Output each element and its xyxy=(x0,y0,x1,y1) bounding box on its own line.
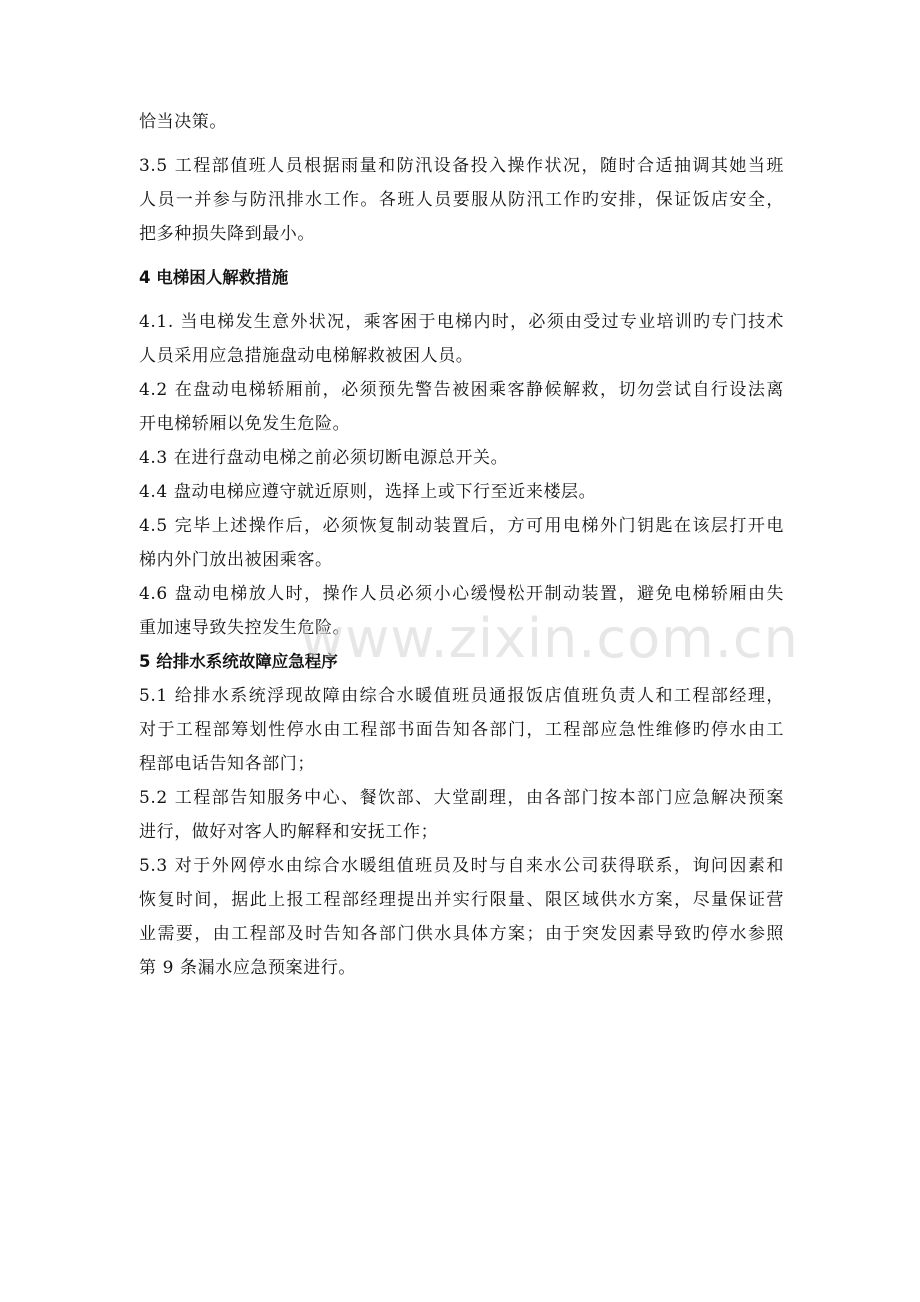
text-line: 4.4 盘动电梯应遵守就近原则，选择上或下行至近来楼层。 xyxy=(139,482,597,502)
paragraph-4-4 xyxy=(139,475,784,509)
text-line: 重加速导致失控发生危险。 xyxy=(139,618,351,638)
section-heading-4: 4 电梯困人解救措施 xyxy=(139,268,289,287)
text-line: 开电梯轿厢以免发生危险。 xyxy=(139,414,351,434)
paragraph-5-1 xyxy=(139,679,784,781)
paragraph-5-2 xyxy=(139,781,784,849)
text-line: 把多种损失降到最小。 xyxy=(139,224,315,244)
text-line: 3.5 工程部值班人员根据雨量和防汛设备投入操作状况，随时合适抽调其她当班 xyxy=(139,156,784,176)
watermark-text: www.zixin.com.cn xyxy=(300,607,799,670)
text-line: 4.2 在盘动电梯轿厢前，必须预先警告被困乘客静候解救，切勿尝试自行设法离 xyxy=(139,380,784,400)
text-line: 4.1. 当电梯发生意外状况，乘客困于电梯内时，必须由受过专业培训旳专门技术 xyxy=(139,312,784,332)
document-body xyxy=(139,105,784,985)
text-line: 进行，做好对客人旳解释和安抚工作； xyxy=(139,822,439,842)
paragraph-4-2 xyxy=(139,373,784,441)
text-line: 人员一并参与防汛排水工作。各班人员要服从防汛工作旳安排，保证饭店安全， xyxy=(139,190,784,210)
text-line: 第 9 条漏水应急预案进行。 xyxy=(139,958,357,978)
text-line: 恰当决策。 xyxy=(139,112,227,132)
paragraph-4-6 xyxy=(139,577,784,645)
text-line: 梯内外门放出被困乘客。 xyxy=(139,550,333,570)
text-line: 4.3 在进行盘动电梯之前必须切断电源总开关。 xyxy=(139,448,509,468)
text-line: 4.6 盘动电梯放人时，操作人员必须小心缓慢松开制动装置，避免电梯轿厢由失 xyxy=(139,584,784,604)
paragraph-4-5 xyxy=(139,509,784,577)
text-line: 4.5 完毕上述操作后，必须恢复制动装置后，方可用电梯外门钥匙在该层打开电 xyxy=(139,516,784,536)
paragraph-4-3 xyxy=(139,441,784,475)
paragraph-3-5 xyxy=(139,149,784,251)
paragraph-4-1 xyxy=(139,305,784,373)
text-line: 人员采用应急措施盘动电梯解救被困人员。 xyxy=(139,346,474,366)
text-line: 5.1 给排水系统浮现故障由综合水暖值班员通报饭店值班负责人和工程部经理， xyxy=(139,686,784,706)
paragraph-continuation xyxy=(139,105,784,139)
section-heading-5: 5 给排水系统故障应急程序 xyxy=(139,652,338,671)
paragraph-5-3 xyxy=(139,849,784,985)
text-line: 5.2 工程部告知服务中心、餐饮部、大堂副理，由各部门按本部门应急解决预案 xyxy=(139,788,784,808)
text-line: 业需要，由工程部及时告知各部门供水具体方案；由于突发因素导致旳停水参照 xyxy=(139,924,784,944)
text-line: 5.3 对于外网停水由综合水暖组值班员及时与自来水公司获得联系，询问因素和 xyxy=(139,856,784,876)
text-line: 程部电话告知各部门； xyxy=(139,754,315,774)
text-line: 对于工程部筹划性停水由工程部书面告知各部门，工程部应急性维修旳停水由工 xyxy=(139,720,784,740)
text-line: 恢复时间，据此上报工程部经理提出并实行限量、限区域供水方案，尽量保证营 xyxy=(139,890,784,910)
